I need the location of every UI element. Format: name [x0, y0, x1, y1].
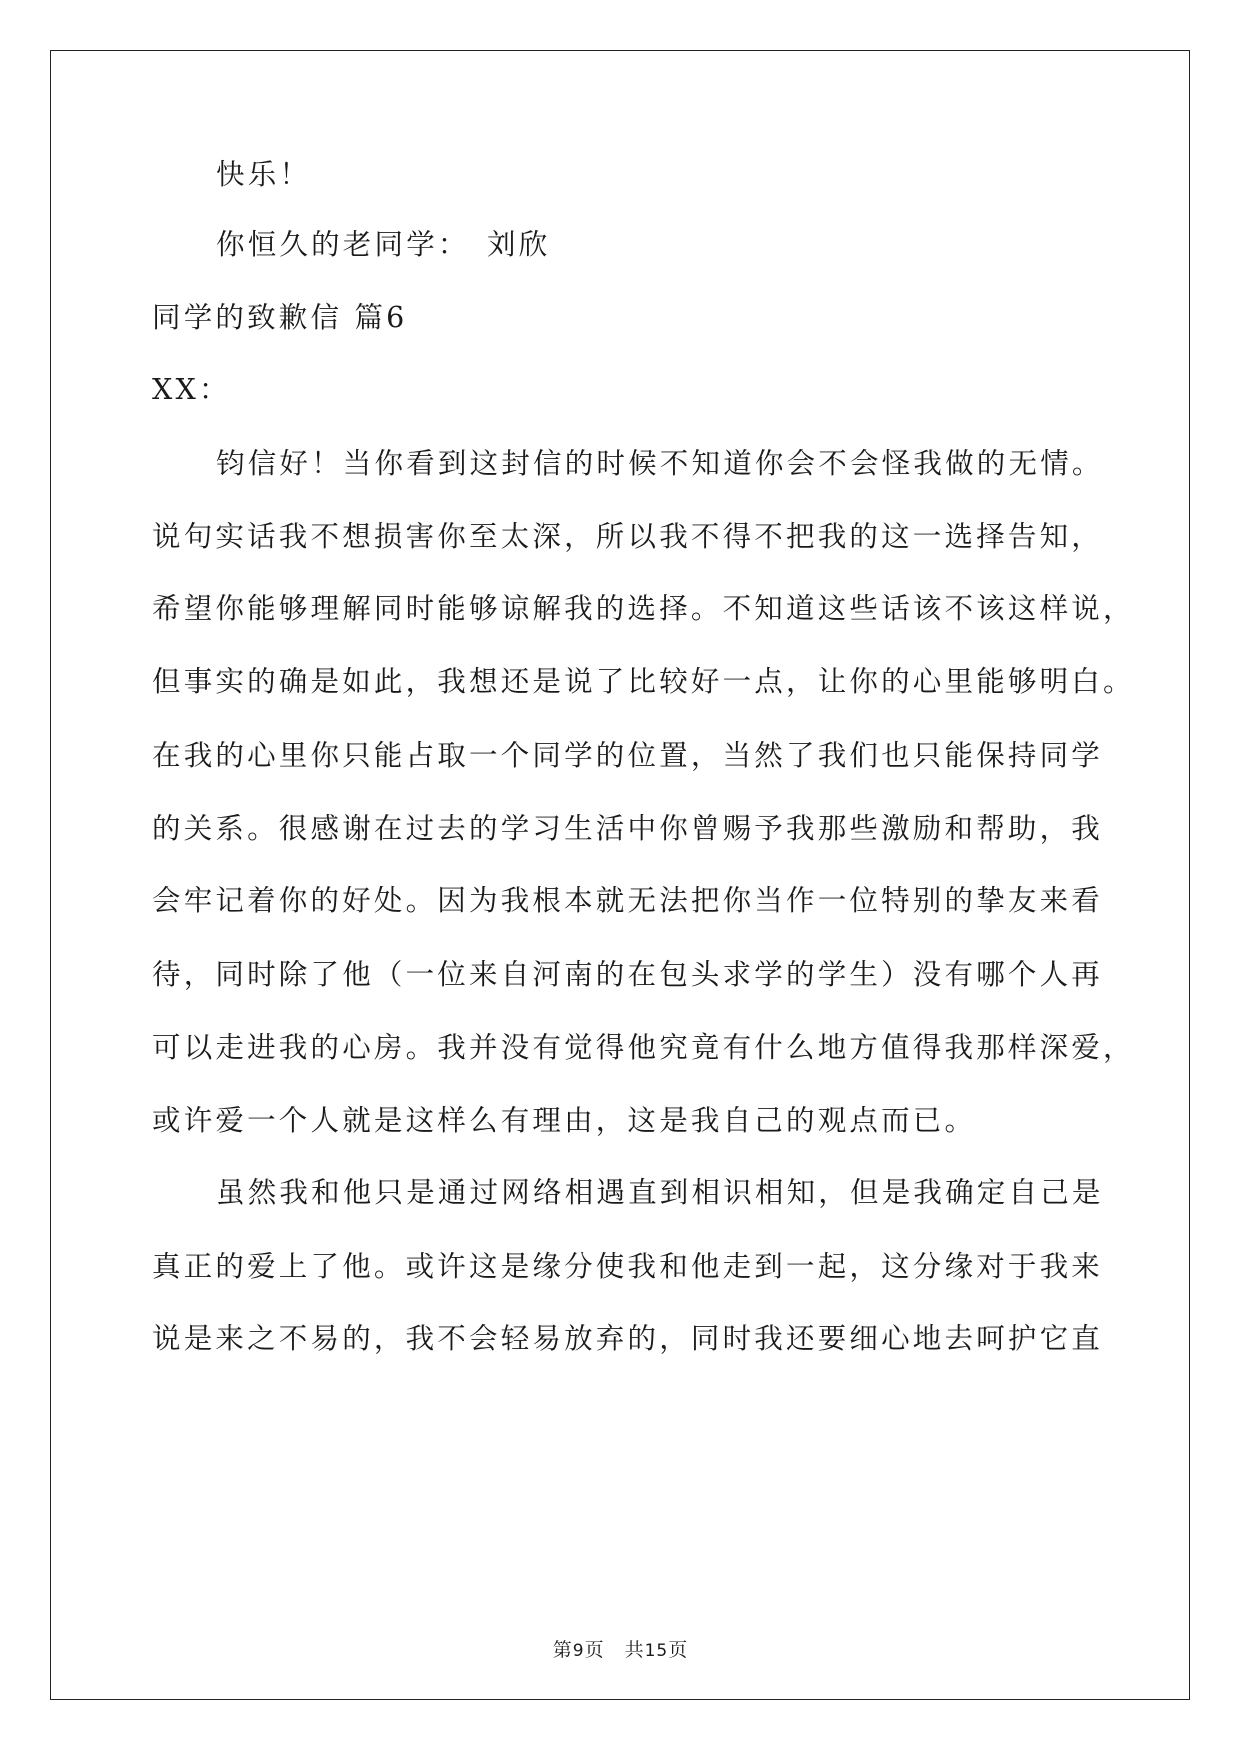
section-heading: 同学的致歉信 篇6: [152, 301, 408, 334]
page-suffix: 页: [584, 1639, 605, 1661]
paragraph-line: 可以走进我的心房。我并没有觉得他究竟有什么地方值得我那样深爱，: [152, 1031, 1135, 1064]
page-prefix: 第: [552, 1639, 573, 1661]
paragraph-line: 希望你能够理解同时能够谅解我的选择。不知道这些话该不该这样说，: [152, 592, 1135, 625]
paragraph-line: 或许爱一个人就是这样么有理由，这是我自己的观点而已。: [152, 1104, 977, 1137]
page-number: 9: [572, 1641, 585, 1661]
salutation: XX：: [152, 373, 231, 406]
paragraph-line: 待，同时除了他（一位来自河南的在包头求学的学生）没有哪个人再: [152, 958, 1104, 991]
page-total: 15: [644, 1641, 669, 1661]
paragraph-line: 说句实话我不想损害你至太深，所以我不得不把我的这一选择告知，: [152, 520, 1104, 553]
paragraph-line: 虽然我和他只是通过网络相遇直到相识相知，但是我确定自己是: [216, 1176, 1104, 1209]
total-prefix: 共: [624, 1639, 645, 1661]
paragraph-line: 说是来之不易的，我不会轻易放弃的，同时我还要细心地去呵护它直: [152, 1322, 1104, 1355]
closing-wish: 快乐！: [216, 158, 312, 191]
total-suffix: 页: [668, 1639, 689, 1661]
paragraph-line: 真正的爱上了他。或许这是缘分使我和他走到一起，这分缘对于我来: [152, 1250, 1104, 1283]
paragraph-line: 会牢记着你的好处。因为我根本就无法把你当作一位特别的挚友来看: [152, 884, 1104, 917]
signature-line: 你恒久的老同学： 刘欣: [216, 228, 551, 261]
paragraph-line: 钧信好！当你看到这封信的时候不知道你会不会怪我做的无情。: [216, 447, 1104, 480]
paragraph-line: 的关系。很感谢在过去的学习生活中你曾赐予我那些激励和帮助，我: [152, 812, 1104, 845]
paragraph-line: 在我的心里你只能占取一个同学的位置，当然了我们也只能保持同学: [152, 739, 1104, 772]
paragraph-line: 但事实的确是如此，我想还是说了比较好一点，让你的心里能够明白。: [152, 665, 1135, 698]
page-footer: [0, 1637, 1241, 1664]
